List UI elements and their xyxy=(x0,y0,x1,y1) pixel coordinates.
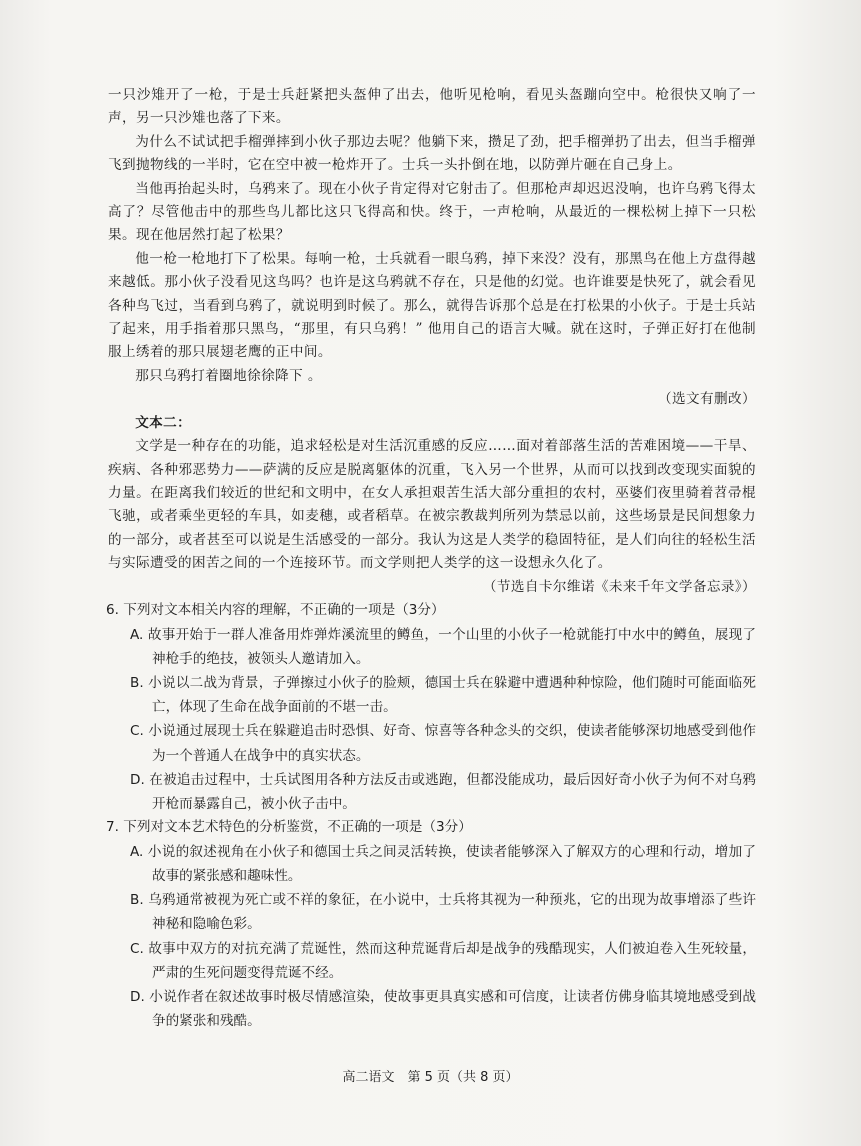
text1-paragraph-5: 那只乌鸦打着圈地徐徐降下 。 xyxy=(135,367,322,384)
text1-paragraph-1: 一只沙雉开了一枪，于是士兵赶紧把头盔伸了出去，他听见枪响，看见头盔蹦向空中。枪很快又响了一声，另一只沙雉也落了下来。 xyxy=(108,87,756,127)
question-6 xyxy=(106,599,756,816)
text1-paragraph-2: 为什么不试试把手榴弹摔到小伙子那边去呢？他躺下来，攒足了劲，把手榴弹扔了出去，但当手榴弹飞到抛物线的一半时，它在空中被一枪炸开了。士兵一头扑倒在地，以防弹片砸在自己身上。 xyxy=(108,133,756,174)
text1-source: （选文有删改） xyxy=(658,391,756,408)
question-7-option-c: C. 故事中双方的对抗充满了荒诞性，然而这种荒诞背后却是战争的残酷现实，人们被迫卷入生死较量，严肃的生死问题变得荒诞不经。 xyxy=(130,940,756,981)
text2-paragraph: 文学是一种存在的功能，追求轻松是对生活沉重感的反应……面对着部落生活的苦难困境——干旱、疾病、各种邪恶势力——萨满的反应是脱离躯体的沉重，飞入另一个世界，从而可以找到改变现实面貌的力量。在距离我们较近的世纪和文明中，在女人承担艰苦生活大部分重担的农村，巫婆们夜里骑着苕帚棍飞驰，或者乘坐更轻的车具，如麦穗，或者稻草。在被宗教裁判所列为禁忌以前，这些场景是民间想象力的一部分，或者甚至可以说是生活感受的一部分。我认为这是人类学的稳固特征，是人们向往的轻松生活与实际遭受的困苦之间的一个连接环节。而文学则把人类学的这一设想永久化了。 xyxy=(108,438,756,572)
question-7-option-b: B. 乌鸦通常被视为死亡或不祥的象征，在小说中，士兵将其视为一种预兆，它的出现为故事增添了些许神秘和隐喻色彩。 xyxy=(130,892,756,933)
text1-paragraph-4: 他一枪一枪地打下了松果。每响一枪，士兵就看一眼乌鸦，掉下来没？没有，那黑鸟在他上方盘得越来越低。那小伙子没看见这鸟吗？也许是这乌鸦就不存在，只是他的幻觉。也许谁要是快死了，就会看见各种鸟飞过，当看到乌鸦了，就说明到时候了。那么，就得告诉那个总是在打松果的小伙子。于是士兵站了起来，用手指着那只黑鸟，“那里，有只乌鸦！” 他用自己的语言大喊。就在这时，子弹正好打在他制服上绣着的那只展翅老鹰的正中间。 xyxy=(108,250,756,361)
text2-source: （节选自卡尔维诺《未来千年文学备忘录》） xyxy=(482,578,756,595)
page-content xyxy=(108,84,756,1033)
question-6-option-d: D. 在被追击过程中，士兵试图用各种方法反击或逃跑，但都没能成功，最后因好奇小伙子为何不对乌鸦开枪而暴露自己，被小伙子击中。 xyxy=(130,771,756,812)
page-footer: 高二语文 第 5 页（共 8 页） xyxy=(342,1070,519,1085)
question-6-option-b: B. 小说以二战为背景，子弹擦过小伙子的脸颊，德国士兵在躲避中遭遇种种惊险，他们随时可能面临死亡，体现了生命在战争面前的不堪一击。 xyxy=(130,674,756,716)
question-6-option-c: C. 小说通过展现士兵在躲避追击时恐惧、好奇、惊喜等各种念头的交织，使读者能够深切地感受到他作为一个普通人在战争中的真实状态。 xyxy=(130,723,756,764)
question-7 xyxy=(106,816,756,1033)
question-7-stem: 7. 下列对文本艺术特色的分析鉴赏，不正确的一项是（3分） xyxy=(106,819,472,836)
text1-paragraph-3: 当他再抬起头时，乌鸦来了。现在小伙子肯定得对它射击了。但那枪声却迟迟没响，也许乌鸦飞得太高了？尽管他击中的那些鸟儿都比这只飞得高和快。终于，一声枪响，从最近的一棵松树上掉下一只松果。现在他居然打起了松果？ xyxy=(108,180,756,244)
text2-heading: 文本二： xyxy=(135,414,192,431)
question-6-stem: 6. 下列对文本相关内容的理解，不正确的一项是（3分） xyxy=(106,601,445,618)
question-7-option-d: D. 小说作者在叙述故事时极尽情感渲染，使故事更具真实感和可信度，让读者仿佛身临其境地感受到战争的紧张和残酷。 xyxy=(130,988,756,1030)
question-7-option-a: A. 小说的叙述视角在小伙子和德国士兵之间灵活转换，使读者能够深入了解双方的心理和行动，增加了故事的紧张感和趣味性。 xyxy=(130,843,756,884)
question-6-option-a: A. 故事开始于一群人准备用炸弹炸溪流里的鳟鱼，一个山里的小伙子一枪就能打中水中的鳟鱼，展现了神枪手的绝技，被领头人邀请加入。 xyxy=(130,626,756,667)
